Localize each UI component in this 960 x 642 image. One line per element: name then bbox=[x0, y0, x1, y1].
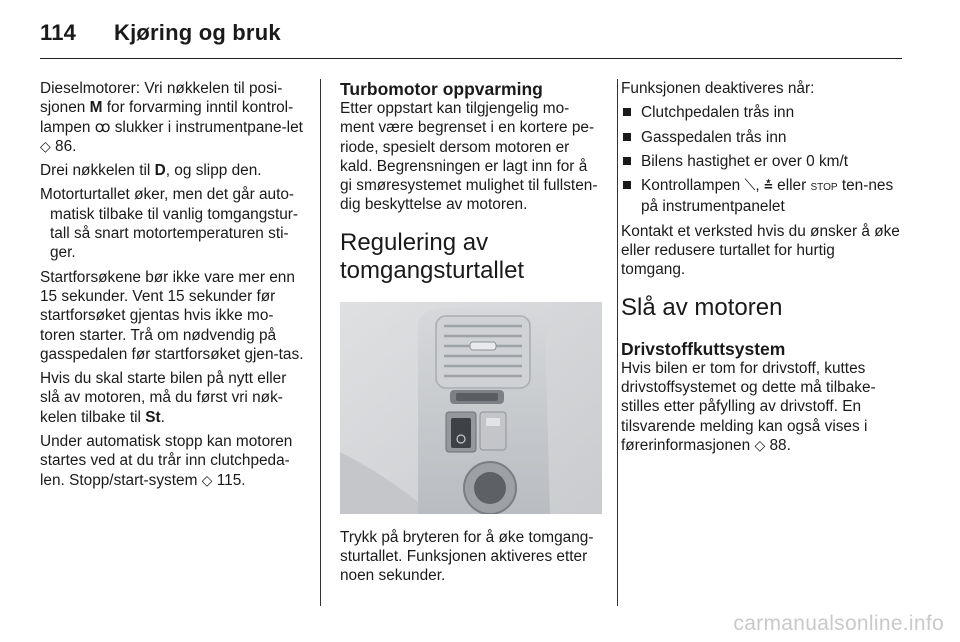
paragraph-preheat: Dieselmotorer: Vri nøkkelen til posi-sjonen M for forvarming inntil kontrol-lampen ꝏ slukker i instrumentpane-let ◇ 86. bbox=[40, 80, 303, 155]
paragraph-start-attempts: Startforsøkene bør ikke vare mer enn 15 sekunder. Vent 15 sekunder før startforsøket gjentas hvis ikke mo-toren starter. Trå om nødvendig på gasspedalen før startforsøket gjen-tas. bbox=[40, 268, 304, 363]
paragraph-autostop: Under automatisk stopp kan motoren startes ved at du trår inn clutchpeda-len. Stopp/start-system ◇ 115. bbox=[40, 433, 293, 489]
watermark: carmanualsonline.info bbox=[733, 612, 944, 635]
heading-idle-regulation: Regulering av tomgangsturtallet bbox=[340, 228, 525, 284]
list-item: Gasspedalen trås inn bbox=[621, 128, 903, 147]
paragraph-deactivate-intro: Funksjonen deaktiveres når: bbox=[621, 80, 815, 97]
wrench-icon: ⟍ bbox=[744, 177, 756, 195]
column-3 bbox=[621, 79, 903, 460]
paragraph-turbo: Etter oppstart kan tilgjengelig mo-ment være begrenset i en kortere pe-riode, spesielt dersom motoren er kald. Begrensningen er lagt inn for å gi smøresystemet mulighet til fullsten-dig beskyttelse av motoren. bbox=[340, 100, 598, 214]
column-divider bbox=[320, 79, 321, 606]
column-2 bbox=[340, 79, 602, 591]
header-rule bbox=[40, 58, 902, 59]
paragraph-engine-speed: Motorturtallet øker, men det går auto-matisk tilbake til vanlig tomgangstur-tall så snart motortemperaturen sti-ger. bbox=[40, 186, 299, 262]
page-ref-arrow-icon: ◇ bbox=[754, 436, 766, 453]
page-title: Kjøring og bruk bbox=[114, 20, 281, 45]
dashboard-switch-photo bbox=[340, 302, 602, 514]
coolant-temp-icon: ≛ bbox=[763, 177, 773, 195]
column-divider bbox=[617, 79, 618, 606]
paragraph-fuel-cutoff: Hvis bilen er tom for drivstoff, kuttes drivstoffsystemet og dette må tilbake-stilles etter påfylling av drivstoff. En tilsvarende melding kan også vises i førerinformasjonen ◇ 88. bbox=[621, 359, 876, 454]
heading-turbo: Turbomotor oppvarming bbox=[340, 79, 543, 99]
page-header bbox=[40, 20, 281, 46]
bullet-icon bbox=[623, 133, 631, 141]
column-1 bbox=[40, 79, 308, 495]
page-ref-arrow-icon: ◇ bbox=[40, 137, 51, 154]
list-item: Bilens hastighet er over 0 km/t bbox=[621, 152, 903, 171]
bullet-icon bbox=[623, 157, 631, 165]
page-number: 114 bbox=[40, 20, 77, 45]
heading-stop-engine: Slå av motoren bbox=[621, 293, 783, 321]
bullet-icon bbox=[623, 108, 631, 116]
glow-plug-icon: ꝏ bbox=[94, 118, 111, 136]
stop-icon: STOP bbox=[810, 182, 838, 194]
list-item: Clutchpedalen trås inn bbox=[621, 103, 903, 122]
page-ref-arrow-icon: ◇ bbox=[201, 471, 213, 488]
bullet-icon bbox=[623, 181, 631, 189]
heading-fuel-cutoff: Drivstoffkuttsystem bbox=[621, 338, 786, 359]
paragraph-restart: Hvis du skal starte bilen på nytt eller slå av motoren, må du først vri nøk-kelen tilbake til St. bbox=[40, 370, 287, 426]
deactivate-list bbox=[621, 103, 903, 216]
list-item: Kontrollampen ⟍, ≛ eller STOP ten-nes på instrumentpanelet bbox=[621, 176, 903, 217]
photo-caption: Trykk på bryteren for å øke tomgang-sturtallet. Funksjonen aktiveres etter noen sekunder. bbox=[340, 528, 594, 585]
paragraph-turn-key: Drei nøkkelen til D, og slipp den. bbox=[40, 162, 262, 180]
paragraph-contact: Kontakt et verksted hvis du ønsker å øke eller redusere turtallet for hurtig tomgang. bbox=[621, 222, 900, 279]
